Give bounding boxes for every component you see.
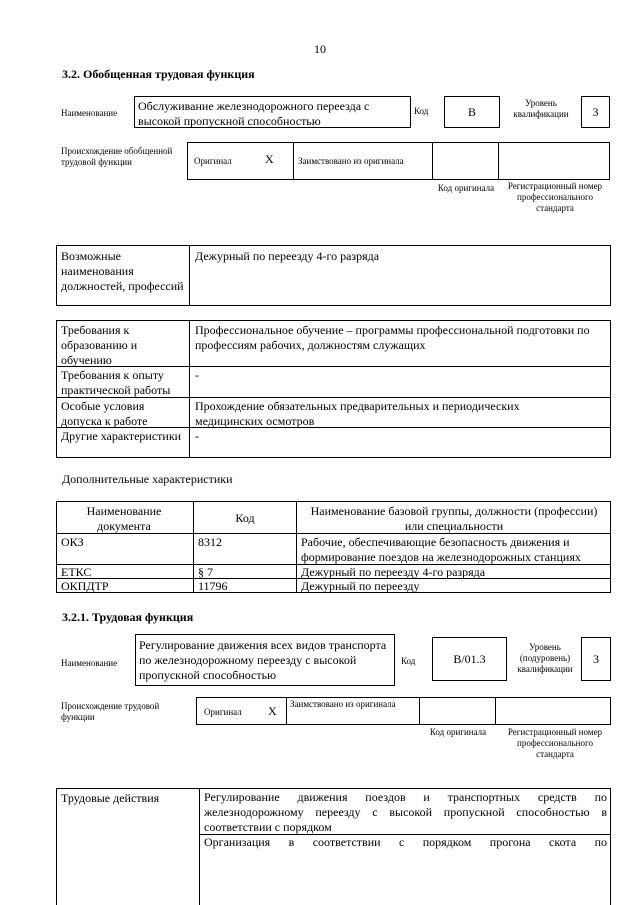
gtf-code-value: В — [444, 96, 500, 128]
table-row-name: Дежурный по переезду — [301, 579, 420, 593]
level-label: Уровень квалификации — [513, 98, 569, 119]
tf-name-value: Регулирование движения всех видов транспорта по железнодорожному переезду с высокой пропускной способностью — [139, 638, 387, 682]
req-experience-label: Требования к опыту практической работы — [61, 368, 171, 397]
tf-code-value: В/01.3 — [432, 637, 507, 681]
table-row-code: 8312 — [198, 535, 222, 549]
tf-name-box — [135, 634, 395, 686]
table-row-name: Рабочие, обеспечивающие безопасность движения и формирование поездов на железнодорожных станциях — [301, 535, 581, 564]
reg-number-caption: Регистрационный номер профессионального стандарта — [507, 181, 603, 213]
tf-name-label: Наименование — [61, 658, 118, 668]
col-code-header: Код — [235, 511, 255, 525]
tf-code-label: Код — [401, 656, 416, 666]
name-label: Наименование — [61, 108, 118, 118]
table-row-doc: ОКПДТР — [61, 579, 109, 593]
req-education-value: Профессиональное обучение – программы профессиональной подготовки по профессиям рабочих, должностям служащих — [195, 323, 590, 352]
req-experience-value: - — [195, 368, 199, 382]
positions-value: Дежурный по переезду 4-го разряда — [195, 249, 380, 263]
req-conditions-label: Особые условия допуска к работе — [61, 399, 148, 428]
additional-heading: Дополнительные характеристики — [62, 472, 233, 486]
gtf-name-value: Обслуживание железнодорожного переезда с высокой пропускной способностью — [138, 99, 370, 128]
section-heading-3-2: 3.2. Обобщенная трудовая функция — [62, 67, 255, 81]
action-item: Организация в соответствии с порядком прогона скота по — [204, 835, 607, 849]
tf-original-mark: Х — [268, 704, 277, 718]
req-education-label: Требования к образованию и обучению — [61, 323, 138, 367]
tf-reg-number-caption: Регистрационный номер профессионального стандарта — [507, 727, 603, 759]
table-row-doc: ОКЗ — [61, 535, 84, 549]
section-heading-3-2-1: 3.2.1. Трудовая функция — [62, 610, 194, 624]
table-row-doc: ЕТКС — [61, 565, 92, 579]
gtf-level-value: 3 — [581, 96, 610, 128]
action-item: Регулирование движения поездов и транспортных средств по железнодорожному переезду с высокой пропускной способностью в соответствии с порядком — [204, 790, 607, 834]
col-doc-header: Наименование документа — [86, 504, 162, 533]
borrowed-label: Заимствовано из оригинала — [298, 156, 404, 166]
table-row-code: 11796 — [198, 579, 228, 593]
req-other-value: - — [195, 429, 199, 443]
tf-borrowed-label: Заимствовано из оригинала — [290, 699, 396, 709]
req-conditions-value: Прохождение обязательных предварительных и периодических медицинских осмотров — [195, 399, 520, 428]
code-original-caption: Код оригинала — [437, 183, 495, 193]
origin-label: Происхождение обобщенной трудовой функции — [61, 146, 173, 167]
tf-level-value: 3 — [581, 637, 611, 681]
tf-level-label: Уровень (подуровень) квалификации — [517, 642, 573, 674]
positions-label: Возможные наименования должностей, профессий — [61, 249, 184, 293]
actions-label: Трудовые действия — [61, 791, 160, 805]
tf-origin-label: Происхождение трудовой функции — [61, 701, 160, 722]
original-mark: Х — [265, 152, 274, 166]
code-label: Код — [414, 106, 429, 116]
tf-code-original-caption: Код оригинала — [429, 727, 487, 737]
original-label: Оригинал — [194, 156, 232, 166]
table-row-code: § 7 — [198, 565, 213, 579]
page-number: 10 — [314, 42, 326, 56]
tf-original-label: Оригинал — [204, 707, 242, 717]
req-other-label: Другие характеристики — [61, 429, 182, 443]
col-name-header: Наименование базовой группы, должности (профессии) или специальности — [310, 504, 598, 533]
table-row-name: Дежурный по переезду 4-го разряда — [301, 565, 486, 579]
gtf-name-box — [134, 96, 411, 128]
